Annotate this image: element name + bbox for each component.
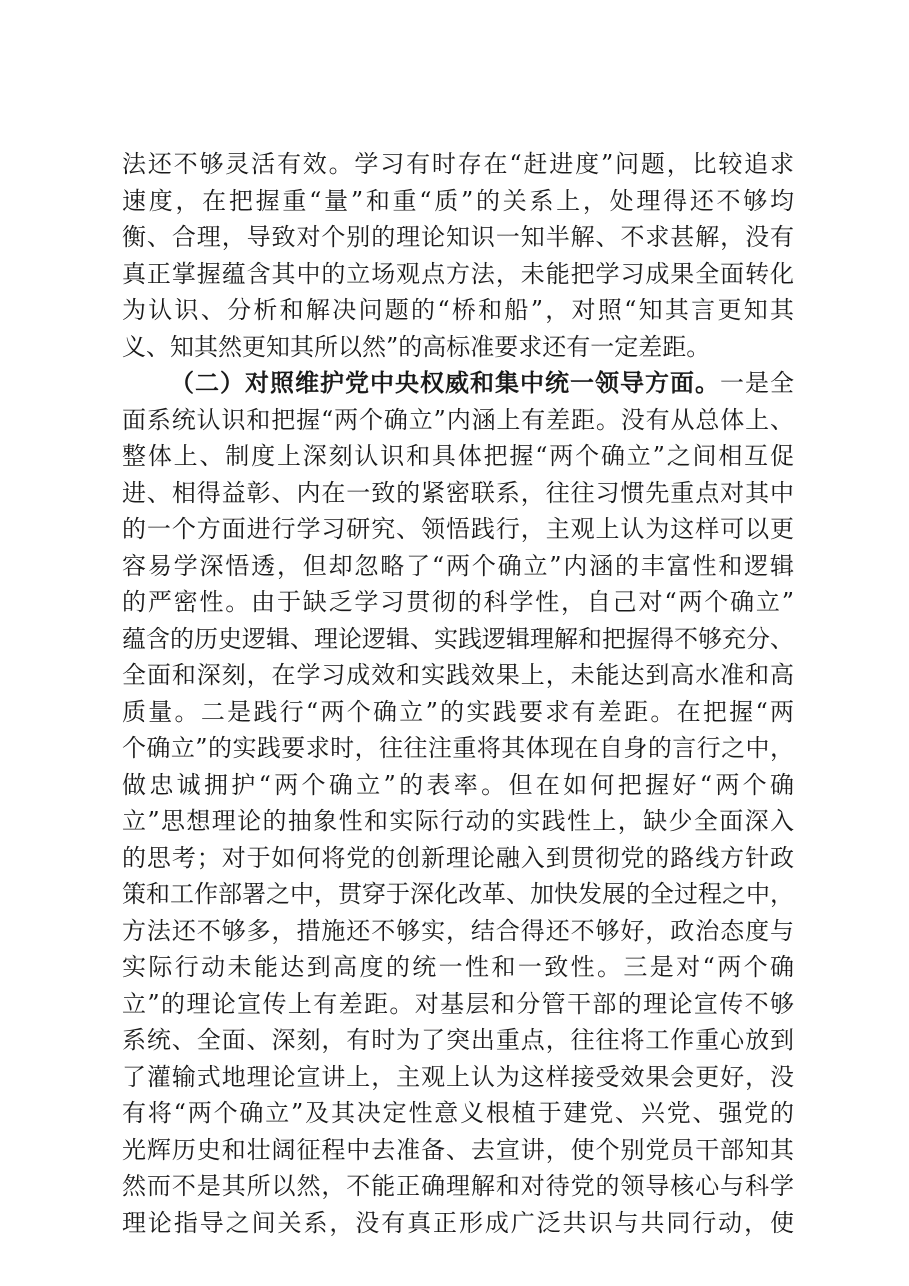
text-line: 蕴含的历史逻辑、理论逻辑、实践逻辑理解和把握得不够充分、 <box>122 624 794 653</box>
text-line: 全面和深刻，在学习成效和实践效果上，未能达到高水准和高 <box>122 661 794 689</box>
text-line: 法还不够灵活有效。学习有时存在“赶进度”问题，比较追求 <box>122 150 794 178</box>
text-line: 了灌输式地理论宣讲上，主观上认为这样接受效果会更好，没 <box>122 1062 794 1091</box>
text-line: 整体上、制度上深刻认识和具体把握“两个确立”之间相互促 <box>122 442 794 470</box>
text-line: 策和工作部署之中，贯穿于深化改革、加快发展的全过程之中， <box>122 880 794 908</box>
text-line: 进、相得益彰、内在一致的紧密联系，往往习惯先重点对其中 <box>122 478 794 507</box>
text-line: 义、知其然更知其所以然”的高标准要求还有一定差距。 <box>122 332 711 361</box>
text-line: 为认识、分析和解决问题的“桥和船”，对照“知其言更知其 <box>122 296 794 324</box>
text-line: 系统、全面、深刻，有时为了突出重点，往往将工作重心放到 <box>122 1026 794 1054</box>
text-line: 做忠诚拥护“两个确立”的表率。但在如何把握好“两个确 <box>122 770 794 799</box>
text-line: 速度，在把握重“量”和重“质”的关系上，处理得还不够均 <box>122 186 794 215</box>
text-line: 个确立”的实践要求时，往往注重将其体现在自身的言行之中， <box>122 734 794 762</box>
section-heading-line <box>122 365 794 402</box>
text-line: 有将“两个确立”及其决定性意义根植于建党、兴党、强党的 <box>122 1099 794 1127</box>
text-line: 面系统认识和把握“两个确立”内涵上有差距。没有从总体上、 <box>122 405 794 434</box>
text-line: 的思考；对于如何将党的创新理论融入到贯彻党的路线方针政 <box>122 843 794 872</box>
text-line: 的严密性。由于缺乏学习贯彻的科学性，自己对“两个确立” <box>122 588 794 616</box>
text-line: 真正掌握蕴含其中的立场观点方法，未能把学习成果全面转化 <box>122 259 794 288</box>
text-line: 立”的理论宣传上有差距。对基层和分管干部的理论宣传不够 <box>122 989 794 1018</box>
text-line: 的一个方面进行学习研究、领悟践行，主观上认为这样可以更 <box>122 515 794 543</box>
text-line: 质量。二是践行“两个确立”的实践要求有差距。在把握“两 <box>122 697 794 726</box>
text-line: 容易学深悟透，但却忽略了“两个确立”内涵的丰富性和逻辑 <box>122 551 794 580</box>
text-line: 然而不是其所以然，不能正确理解和对待党的领导核心与科学 <box>122 1172 794 1200</box>
text-line: 理论指导之间关系，没有真正形成广泛共识与共同行动，使 <box>122 1208 794 1237</box>
text-line: 光辉历史和壮阔征程中去准备、去宣讲，使个别党员干部知其 <box>122 1135 794 1164</box>
section-heading: （二）对照维护党中央权威和集中统一领导方面。 <box>170 368 720 397</box>
text-line: 衡、合理，导致对个别的理论知识一知半解、不求甚解，没有 <box>122 223 794 251</box>
body-text <box>122 146 794 1241</box>
text-line: 实际行动未能达到高度的统一性和一致性。三是对“两个确 <box>122 953 794 981</box>
text-line: 立”思想理论的抽象性和实际行动的实践性上，缺少全面深入 <box>122 807 794 835</box>
text-line: 方法还不够多，措施还不够实，结合得还不够好，政治态度与 <box>122 916 794 945</box>
section-heading-continuation: 一是全 <box>720 369 794 397</box>
